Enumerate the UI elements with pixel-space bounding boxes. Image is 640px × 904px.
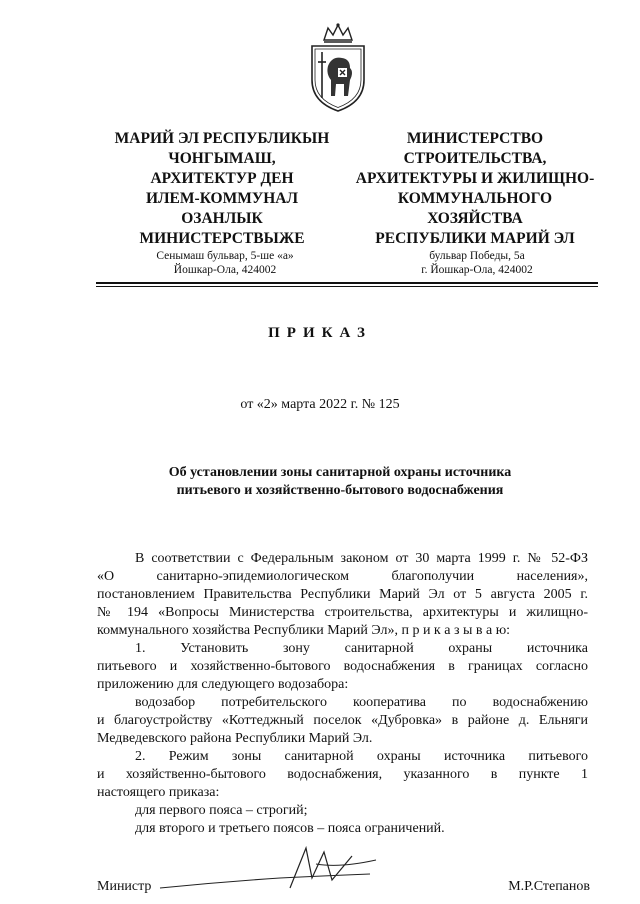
subject-line: питьевого и хозяйственно-бытового водоснабжения — [176, 483, 504, 498]
body-line: «О санитарно-эпидемиологическом благополучии населения», — [97, 569, 588, 584]
header-left-line: ИЛЕМ-КОММУНАЛ — [145, 190, 299, 207]
signatory-position: Министр — [97, 879, 152, 894]
header-left-line: ОЗАНЛЫК — [181, 210, 263, 227]
coat-of-arms-icon — [298, 22, 378, 114]
body-line: В соответствии с Федеральным законом от 30 марта 1999 г. № 52-ФЗ — [135, 551, 588, 566]
header-right-line: РЕСПУБЛИКИ МАРИЙ ЭЛ — [375, 230, 575, 247]
subject-line: Об установлении зоны санитарной охраны источника — [168, 465, 512, 480]
header-right-line: СТРОИТЕЛЬСТВА, — [403, 150, 547, 167]
header-left-line: МАРИЙ ЭЛ РЕСПУБЛИКЫН — [114, 130, 330, 147]
address-left-line: Йошкар-Ола, 424002 — [173, 264, 277, 276]
header-left-line: АРХИТЕКТУР ДЕН — [150, 170, 294, 187]
header-right-line: КОММУНАЛЬНОГО — [397, 190, 553, 207]
body-line: 1. Установить зону санитарной охраны источника — [135, 641, 588, 656]
body-line: Медведевского района Республики Марий Эл. — [97, 731, 373, 746]
address-left — [110, 249, 340, 277]
address-right-line: г. Йошкар-Ола, 424002 — [421, 264, 533, 276]
order-date: от «2» марта 2022 г. № 125 — [240, 397, 400, 412]
address-left-line: Сенымаш бульвар, 5-ше «а» — [156, 250, 294, 262]
header-divider-thin — [96, 286, 598, 287]
header-right-line: МИНИСТЕРСТВО — [406, 130, 544, 147]
body-line: постановлением Правительства Республики Марий Эл от 5 августа 2005 г. — [97, 587, 588, 602]
handwritten-signature — [140, 838, 400, 898]
order-body — [97, 550, 588, 838]
body-line: питьевого и хозяйственно-бытового водоснабжения в границах согласно — [97, 659, 588, 674]
header-right-line: ХОЗЯЙСТВА — [427, 210, 523, 227]
body-line: водозабор потребительского кооператива по водоснабжению — [135, 695, 588, 710]
header-left-line: ЧОНГЫМАШ, — [168, 150, 276, 167]
body-line: и хозяйственно-бытового водоснабжения, указанного в пункте 1 — [97, 767, 588, 782]
body-line: 2. Режим зоны санитарной охраны источника питьевого — [135, 749, 588, 764]
body-line: коммунального хозяйства Республики Марий Эл», п р и к а з ы в а ю: — [97, 623, 511, 638]
body-line: и благоустройству «Коттеджный поселок «Дубровка» в районе д. Ельняги — [97, 713, 588, 728]
header-left-line: МИНИСТЕРСТВЫЖЕ — [139, 230, 305, 247]
header-right-line: АРХИТЕКТУРЫ И ЖИЛИЩНО- — [355, 170, 595, 187]
body-line: приложению для следующего водозабора: — [97, 677, 349, 692]
order-title: ПРИКАЗ — [268, 325, 372, 341]
body-line: для второго и третьего поясов – пояса ограничений. — [135, 821, 445, 836]
signatory-name: М.Р.Степанов — [508, 879, 590, 894]
header-right-title — [346, 129, 604, 249]
order-subject — [100, 464, 580, 500]
body-line: настоящего приказа: — [97, 785, 220, 800]
address-right-line: бульвар Победы, 5а — [429, 250, 525, 262]
body-line: для первого пояса – строгий; — [135, 803, 308, 818]
header-left-title — [92, 129, 352, 249]
address-right — [352, 249, 602, 277]
header-divider-thick — [96, 282, 598, 284]
body-line: № 194 «Вопросы Министерства строительства, архитектуры и жилищно- — [97, 605, 588, 620]
